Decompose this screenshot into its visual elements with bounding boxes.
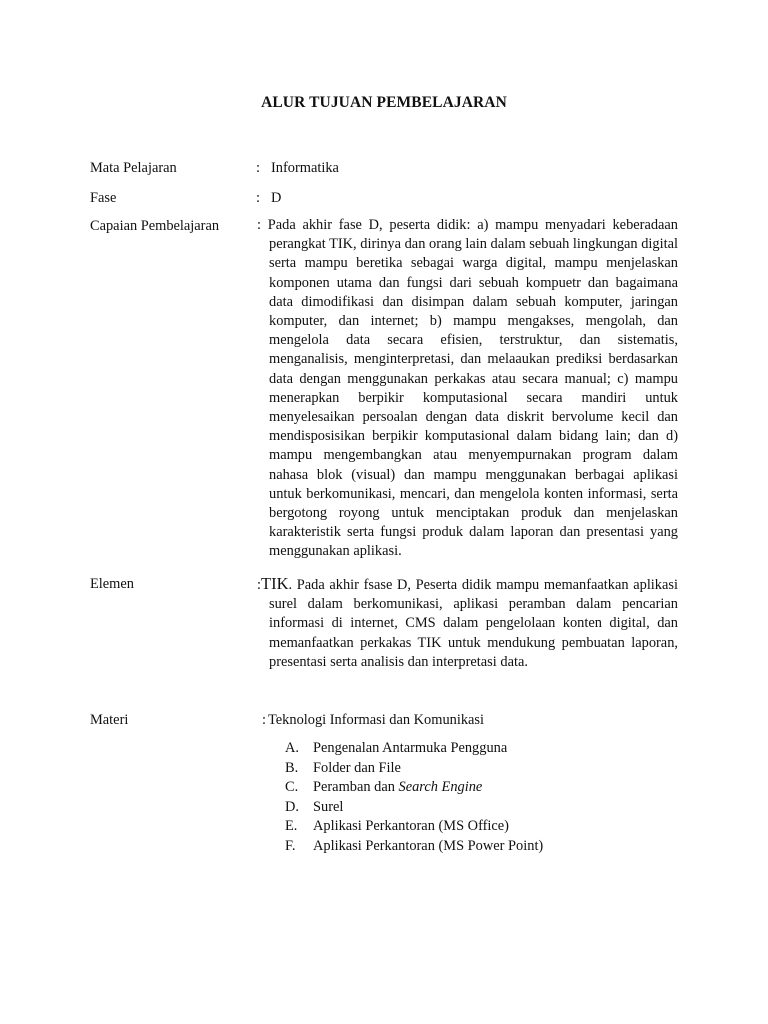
- list-item-text: Folder dan File: [313, 759, 401, 776]
- list-marker: D.: [285, 798, 299, 815]
- value-mata-pelajaran: Informatika: [271, 160, 339, 176]
- capaian-paragraph: [257, 216, 678, 562]
- elemen-heading: TIK: [261, 574, 289, 593]
- list-item: [285, 798, 543, 818]
- colon-fase: :: [256, 190, 260, 206]
- list-marker: C.: [285, 779, 299, 795]
- list-item-text: Surel: [313, 798, 344, 815]
- list-item-emphasis: Search Engine: [398, 779, 483, 795]
- elemen-paragraph: [257, 574, 678, 672]
- list-item-text: Aplikasi Perkantoran (MS Power Point): [313, 837, 544, 854]
- list-item-text: Peramban dan: [313, 779, 399, 795]
- list-marker: B.: [285, 759, 299, 776]
- colon-elemen: :: [257, 577, 261, 593]
- capaian-text: Pada akhir fase D, peserta didik: a) mampu menyadari keberadaan perangkat TIK, dirinya dan orang lain dalam sebuah lingkungan digital serta mampu beretika sebagai warga digital, mampu menjelaskan komponen utama dan fungsi dari sebuah kompuetr dan bagaimana data dimodifikasi dan disimpan dalam sebuah komputer, jaringan komputer, dan internet; b) mampu mengakses, mengolah, dan mengelola data secara efisien, terstruktur, dan sistematis, menganalisis, menginterpretasi, dan melaaukan prediksi berdasarkan data dengan menggunakan perkakas atau secara manual; c) mampu menerapkan berpikir komputasional secara mandiri untuk menyelesaikan persoalan dengan data diskrit bervolume kecil dan mendisposisikan berpikir komputasional dalam bidang lain; dan d) mampu mengembangkan atau menyempurnakan program dalam nahasa blok (visual) dan mampu menggunakan berbagai aplikasi untuk berkomunikasi, mencari, dan mengelola konten informasi, serta bergotong royong untuk menciptakan produk dan menjelaskan karakteristik serta fungsi produk dalam laporan dan presentasi yang menggunakan aplikasi.: [267, 217, 678, 560]
- label-mata-pelajaran: Mata Pelajaran: [90, 160, 177, 176]
- label-fase: Fase: [90, 190, 117, 206]
- list-item: [285, 778, 543, 798]
- label-capaian: Capaian Pembelajaran: [90, 218, 220, 234]
- list-item: [285, 759, 543, 779]
- list-marker: E.: [285, 818, 298, 834]
- document-title: ALUR TUJUAN PEMBELAJARAN: [261, 94, 507, 111]
- list-item-text: Pengenalan Antarmuka Pengguna: [313, 740, 508, 756]
- list-item: [285, 837, 543, 857]
- colon-capaian: :: [257, 217, 261, 233]
- list-marker: F.: [285, 837, 296, 854]
- value-materi: Teknologi Informasi dan Komunikasi: [268, 712, 485, 728]
- list-item-text: Aplikasi Perkantoran (MS Office): [313, 818, 509, 834]
- label-materi: Materi: [90, 712, 129, 728]
- elemen-text: . Pada akhir fsase D, Peserta didik mampu memanfaatkan aplikasi surel dalam berkomunikasi, aplikasi peramban dalam pencarian informasi di internet, CMS dalam pengelolaan konten digital, dan memanfaatkan perkakas TIK untuk mendukung pembuatan laporan, presentasi serta analisis dan interpretasi data.: [269, 577, 678, 670]
- value-fase: D: [271, 190, 282, 206]
- label-elemen: Elemen: [90, 576, 134, 592]
- list-item: [285, 817, 543, 837]
- list-item: [285, 739, 543, 759]
- colon-materi: :: [262, 712, 266, 728]
- colon-mata-pelajaran: :: [256, 160, 260, 176]
- materi-list: [285, 739, 543, 856]
- list-marker: A.: [285, 740, 299, 756]
